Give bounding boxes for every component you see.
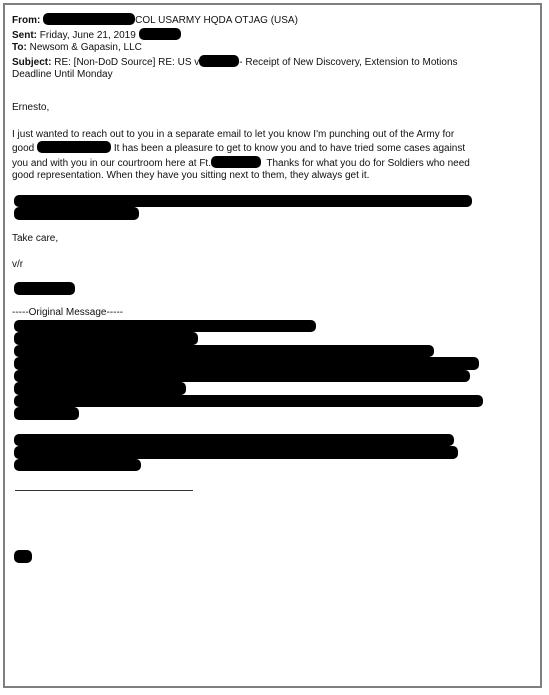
redaction-para1-date <box>37 141 111 153</box>
para1-line1: I just wanted to reach out to you in a separate email to let you know I'm punching out of the Army for <box>12 128 455 140</box>
to-value: Newsom & Gapasin, LLC <box>29 42 142 54</box>
from-value: COL USARMY HQDA OTJAG (USA) <box>135 15 298 26</box>
sent-value: Friday, June 21, 2019 <box>39 29 136 41</box>
subject-prefix: RE: [Non-DoD Source] RE: US v <box>54 56 200 68</box>
redaction-block <box>14 446 458 459</box>
email-document <box>12 13 532 563</box>
redaction-sender-signature <box>14 282 75 295</box>
subject-line-2 <box>12 69 532 82</box>
to-label: To: <box>12 42 27 54</box>
signoff: v/r <box>12 258 24 270</box>
redaction-block <box>14 357 479 370</box>
para1-line3 <box>12 156 532 171</box>
redaction-block <box>14 207 139 220</box>
redaction-block <box>14 195 472 208</box>
redaction-block <box>14 332 198 345</box>
redaction-from-name <box>43 13 135 25</box>
redaction-block <box>14 407 79 420</box>
para1-line2-b: It has been a pleasure to get to know you and to have tried some cases against <box>113 143 466 155</box>
redaction-footer <box>14 550 32 563</box>
redacted-block-3 <box>12 434 532 472</box>
from-label: From: <box>12 15 41 26</box>
redaction-block <box>14 395 483 408</box>
redaction-block <box>14 459 141 472</box>
sent-label: Sent: <box>12 29 37 41</box>
redaction-block <box>14 345 434 358</box>
paragraph-1 <box>12 129 532 183</box>
original-message-divider: -----Original Message----- <box>12 307 124 319</box>
para1-line2 <box>12 141 532 156</box>
redaction-para1-location <box>211 156 261 168</box>
redaction-block <box>14 434 454 447</box>
closing: Take care, <box>12 232 59 244</box>
para1-line3-a: you and with you in our courtroom here at Ft. <box>12 157 211 169</box>
redacted-original-message <box>12 320 532 420</box>
redaction-sent-time <box>139 28 181 40</box>
redaction-subject-name <box>199 55 239 67</box>
redacted-paragraph-2 <box>12 195 532 220</box>
subject-suffix: - Receipt of New Discovery, Extension to Motions <box>239 56 458 68</box>
redaction-block <box>14 382 186 395</box>
greeting: Ernesto, <box>12 101 50 113</box>
para1-line2-a: good <box>12 143 35 155</box>
subject-label: Subject: <box>12 56 52 68</box>
to-line <box>12 42 532 55</box>
para1-line3-b: Thanks for what you do for Soldiers who need <box>266 157 470 169</box>
subject-line2-text: Deadline Until Monday <box>12 69 113 81</box>
from-line <box>12 13 532 28</box>
redaction-block <box>14 320 316 333</box>
sent-line <box>12 28 532 43</box>
para1-line4: good representation. When they have you sitting next to them, they always get it. <box>12 170 370 182</box>
redaction-block <box>14 370 470 383</box>
subject-line <box>12 55 532 70</box>
